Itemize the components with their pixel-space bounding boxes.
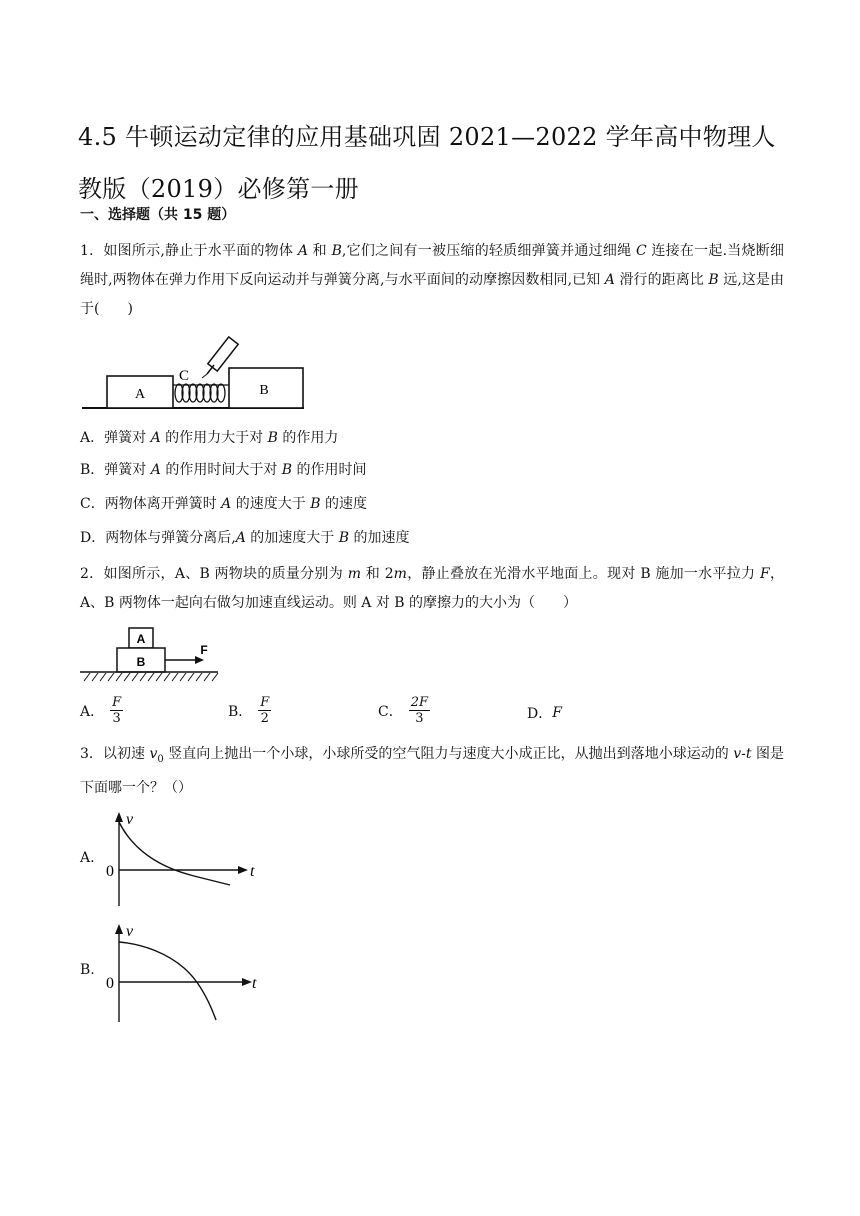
graph-b[interactable] bbox=[102, 920, 262, 1025]
document-title: 4.5 牛顿运动定律的应用基础巩固 2021—2022 学年高中物理人教版（2019）必修第一册 bbox=[78, 123, 776, 203]
graph-a-label[interactable]: A. bbox=[80, 850, 95, 866]
v-axis-arrow-icon bbox=[115, 812, 123, 822]
question-2-choice-d[interactable]: D． F bbox=[527, 705, 562, 722]
origin-label: 0 bbox=[106, 863, 114, 880]
t-axis-arrow-icon bbox=[242, 978, 252, 986]
axis-v-label: v bbox=[126, 811, 134, 828]
question-2-text: 2．如图所示，A、B 两物块的质量分别为 m 和 2m，静止叠放在光滑水平地面上。现对 B 施加一水平拉力 F，A、B 两物体一起向右做匀加速直线运动。则 A 对 B 的摩擦力的大小为（ ） bbox=[80, 566, 784, 611]
question-2-choice-a[interactable]: A． $\frac{F}{3}$ bbox=[80, 695, 122, 726]
graph-b-label[interactable]: B. bbox=[80, 962, 95, 978]
spring bbox=[175, 384, 225, 402]
question-1-figure bbox=[80, 338, 310, 414]
v-axis-arrow-icon bbox=[115, 924, 123, 934]
question-2-choice-b[interactable]: B． $\frac{F}{2}$ bbox=[228, 695, 270, 726]
axis-t-label: t bbox=[250, 863, 255, 880]
section-heading: 一、选择题（共 15 题） bbox=[80, 207, 236, 223]
fraction: $\frac{F}{2}$ bbox=[260, 695, 270, 726]
force-arrow bbox=[165, 656, 204, 664]
vt-curve bbox=[119, 942, 216, 1020]
axis-t-label: t bbox=[252, 975, 257, 992]
label-b: B bbox=[136, 655, 146, 669]
label-b: B bbox=[259, 383, 269, 398]
question-1-option-b[interactable]: B．弹簧对 A 的作用时间大于对 B 的作用时间 bbox=[80, 462, 367, 478]
question-2-figure bbox=[80, 624, 220, 688]
origin-label: 0 bbox=[106, 975, 114, 992]
label-c: C bbox=[178, 368, 190, 384]
question-3-text: 3．以初速 $v_0$ 竖直向上抛出一个小球，小球所受的空气阻力与速度大小成正比，从抛出到落地小球运动的 v-t 图是下面哪一个？（） bbox=[80, 746, 785, 796]
graph-a[interactable] bbox=[102, 810, 262, 910]
label-a: A bbox=[134, 387, 146, 402]
question-1-option-d[interactable]: D．两物体与弹簧分离后,A 的加速度大于 B 的加速度 bbox=[80, 530, 410, 546]
question-1-option-c[interactable]: C．两物体离开弹簧时 A 的速度大于 B 的速度 bbox=[80, 496, 367, 512]
question-1-text: 1．如图所示,静止于水平面的物体 A 和 B,它们之间有一被压缩的轻质细弹簧并通过细绳 C 连接在一起.当烧断细绳时,两物体在弹力作用下反向运动并与弹簧分离,与水平面间的动摩擦因数相同,已知 A 滑行的距离比 B 远,这是由于( ) bbox=[80, 243, 785, 317]
question-2-choice-c[interactable]: C． $\frac{2F}{3}$ bbox=[378, 695, 429, 726]
vt-curve bbox=[119, 822, 230, 885]
fraction: $\frac{2F}{3}$ bbox=[410, 695, 429, 726]
ground-hatch bbox=[84, 673, 218, 681]
axis-v-label: v bbox=[126, 923, 134, 940]
question-1-option-a[interactable]: A．弹簧对 A 的作用力大于对 B 的作用力 bbox=[80, 430, 339, 446]
label-a: A bbox=[136, 632, 146, 646]
t-axis-arrow-icon bbox=[238, 866, 248, 874]
label-f: F bbox=[200, 643, 208, 657]
fraction: $\frac{F}{3}$ bbox=[112, 695, 122, 726]
